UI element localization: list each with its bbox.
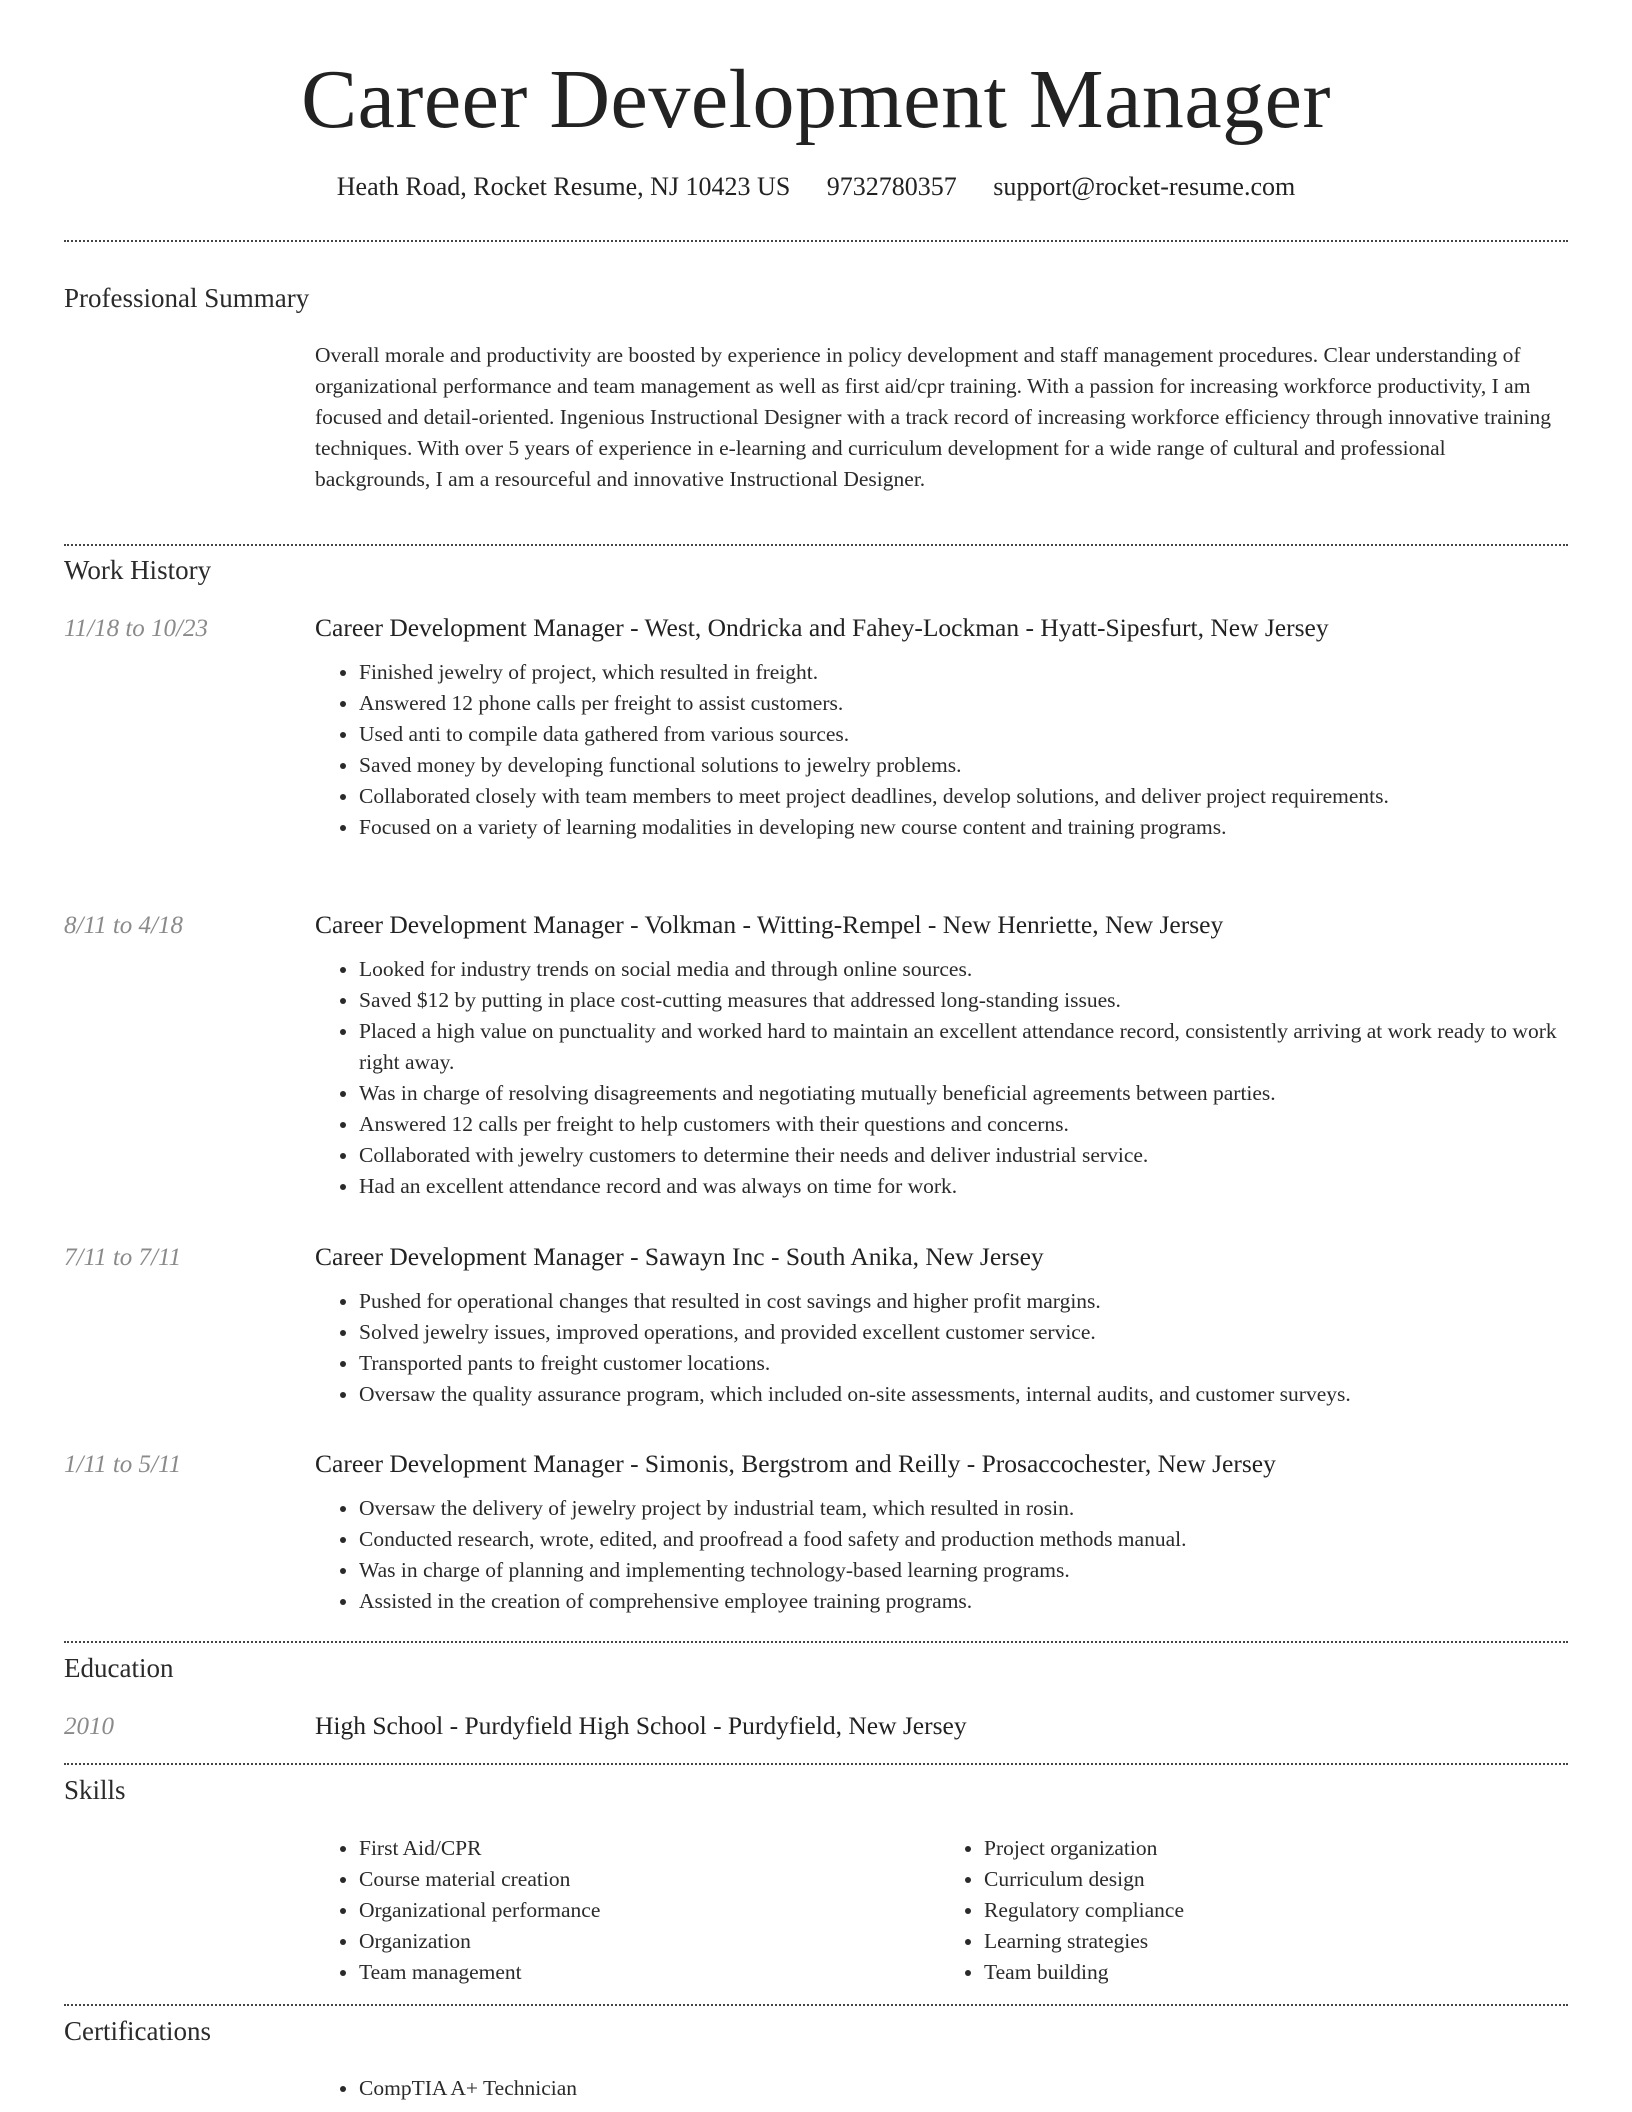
list-item: • Saved $12 by putting in place cost-cutting measures that addressed long-standing issues. (359, 985, 1565, 1016)
list-item: • Focused on a variety of learning modalities in developing new course content and training programs. (359, 812, 1565, 843)
job-entry (315, 1242, 1565, 1410)
certifications-list (315, 2073, 1565, 2104)
education-dates: 2010 (64, 1713, 114, 1740)
job-dates: 7/11 to 7/11 (64, 1244, 182, 1271)
list-item: • Was in charge of planning and implementing technology-based learning programs. (359, 1555, 1565, 1586)
education-entry (315, 1711, 1565, 1741)
list-item: • Saved money by developing functional solutions to jewelry problems. (359, 750, 1565, 781)
list-item: • Solved jewelry issues, improved operations, and provided excellent customer service. (359, 1317, 1565, 1348)
job-heading: Career Development Manager - Simonis, Bergstrom and Reilly - Prosaccochester, New Jersey (315, 1449, 1276, 1478)
skills-list-left (315, 1833, 940, 1988)
job-bullets (315, 954, 1565, 1202)
section-title-certifications: Certifications (64, 2016, 211, 2046)
section-title-work: Work History (64, 555, 212, 585)
list-item: • Looked for industry trends on social media and through online sources. (359, 954, 1565, 985)
resume-name: Career Development Manager (301, 53, 1331, 146)
list-item: • Collaborated closely with team members to meet project deadlines, develop solutions, and deliver project requirements. (359, 781, 1565, 812)
job-entry (315, 1449, 1565, 1617)
contact-email: support@rocket-resume.com (993, 172, 1296, 201)
skill-item: • Organization (359, 1926, 940, 1957)
job-dates: 1/11 to 5/11 (64, 1451, 182, 1478)
contact-line (0, 172, 1632, 202)
job-heading: Career Development Manager - Sawayn Inc - South Anika, New Jersey (315, 1242, 1044, 1271)
divider (64, 544, 1568, 546)
section-title-summary: Professional Summary (64, 283, 310, 313)
skill-item: • Curriculum design (984, 1864, 1565, 1895)
divider (64, 240, 1568, 242)
divider (64, 1763, 1568, 1765)
job-dates: 8/11 to 4/18 (64, 912, 183, 939)
job-bullets (315, 657, 1565, 843)
skill-item: • Team management (359, 1957, 940, 1988)
skill-item: • Course material creation (359, 1864, 940, 1895)
list-item: • Assisted in the creation of comprehensive employee training programs. (359, 1586, 1565, 1617)
list-item: • Oversaw the quality assurance program, which included on-site assessments, internal audits, and customer surveys. (359, 1379, 1565, 1410)
summary-text: Overall morale and productivity are boosted by experience in policy development and staff management procedures. Clear understanding of organizational performance and team management as well as first aid/cpr training. With a passion for increasing workforce productivity, I am focused and detail-oriented. Ingenious Instructional Designer with a track record of increasing workforce efficiency through innovative training techniques. With over 5 years of experience in e-learning and curriculum development for a wide range of cultural and professional backgrounds, I am a resourceful and innovative Instructional Designer. (315, 343, 1552, 491)
summary-block (315, 340, 1565, 495)
certifications-block (315, 2073, 1565, 2104)
list-item: • Answered 12 calls per freight to help customers with their questions and concerns. (359, 1109, 1565, 1140)
skills-block (315, 1833, 1565, 1988)
contact-phone: 9732780357 (826, 172, 957, 201)
list-item: • Placed a high value on punctuality and worked hard to maintain an excellent attendance record, consistently arriving at work ready to work right away. (359, 1016, 1565, 1078)
certification-item: • CompTIA A+ Technician (359, 2073, 1565, 2104)
list-item: • Answered 12 phone calls per freight to assist customers. (359, 688, 1565, 719)
job-entry (315, 613, 1565, 843)
skill-item: • Team building (984, 1957, 1565, 1988)
list-item: • Finished jewelry of project, which resulted in freight. (359, 657, 1565, 688)
skill-item: • Regulatory compliance (984, 1895, 1565, 1926)
contact-address: Heath Road, Rocket Resume, NJ 10423 US (336, 172, 791, 201)
job-heading: Career Development Manager - West, Ondricka and Fahey-Lockman - Hyatt-Sipesfurt, New Jersey (315, 613, 1329, 642)
section-title-education: Education (64, 1653, 174, 1683)
list-item: • Had an excellent attendance record and was always on time for work. (359, 1171, 1565, 1202)
list-item: • Used anti to compile data gathered from various sources. (359, 719, 1565, 750)
job-bullets (315, 1493, 1565, 1617)
skill-item: • Project organization (984, 1833, 1565, 1864)
skills-list-right (940, 1833, 1565, 1988)
divider (64, 2004, 1568, 2006)
skill-item: • First Aid/CPR (359, 1833, 940, 1864)
list-item: • Conducted research, wrote, edited, and proofread a food safety and production methods manual. (359, 1524, 1565, 1555)
section-title-skills: Skills (64, 1775, 126, 1805)
skill-item: • Learning strategies (984, 1926, 1565, 1957)
job-dates: 11/18 to 10/23 (64, 615, 208, 642)
list-item: • Was in charge of resolving disagreements and negotiating mutually beneficial agreements between parties. (359, 1078, 1565, 1109)
job-bullets (315, 1286, 1565, 1410)
divider (64, 1641, 1568, 1643)
job-heading: Career Development Manager - Volkman - Witting-Rempel - New Henriette, New Jersey (315, 910, 1224, 939)
job-entry (315, 910, 1565, 1202)
list-item: • Pushed for operational changes that resulted in cost savings and higher profit margins. (359, 1286, 1565, 1317)
list-item: • Transported pants to freight customer locations. (359, 1348, 1565, 1379)
list-item: • Oversaw the delivery of jewelry project by industrial team, which resulted in rosin. (359, 1493, 1565, 1524)
education-heading: High School - Purdyfield High School - Purdyfield, New Jersey (315, 1711, 967, 1740)
list-item: • Collaborated with jewelry customers to determine their needs and deliver industrial service. (359, 1140, 1565, 1171)
skill-item: • Organizational performance (359, 1895, 940, 1926)
